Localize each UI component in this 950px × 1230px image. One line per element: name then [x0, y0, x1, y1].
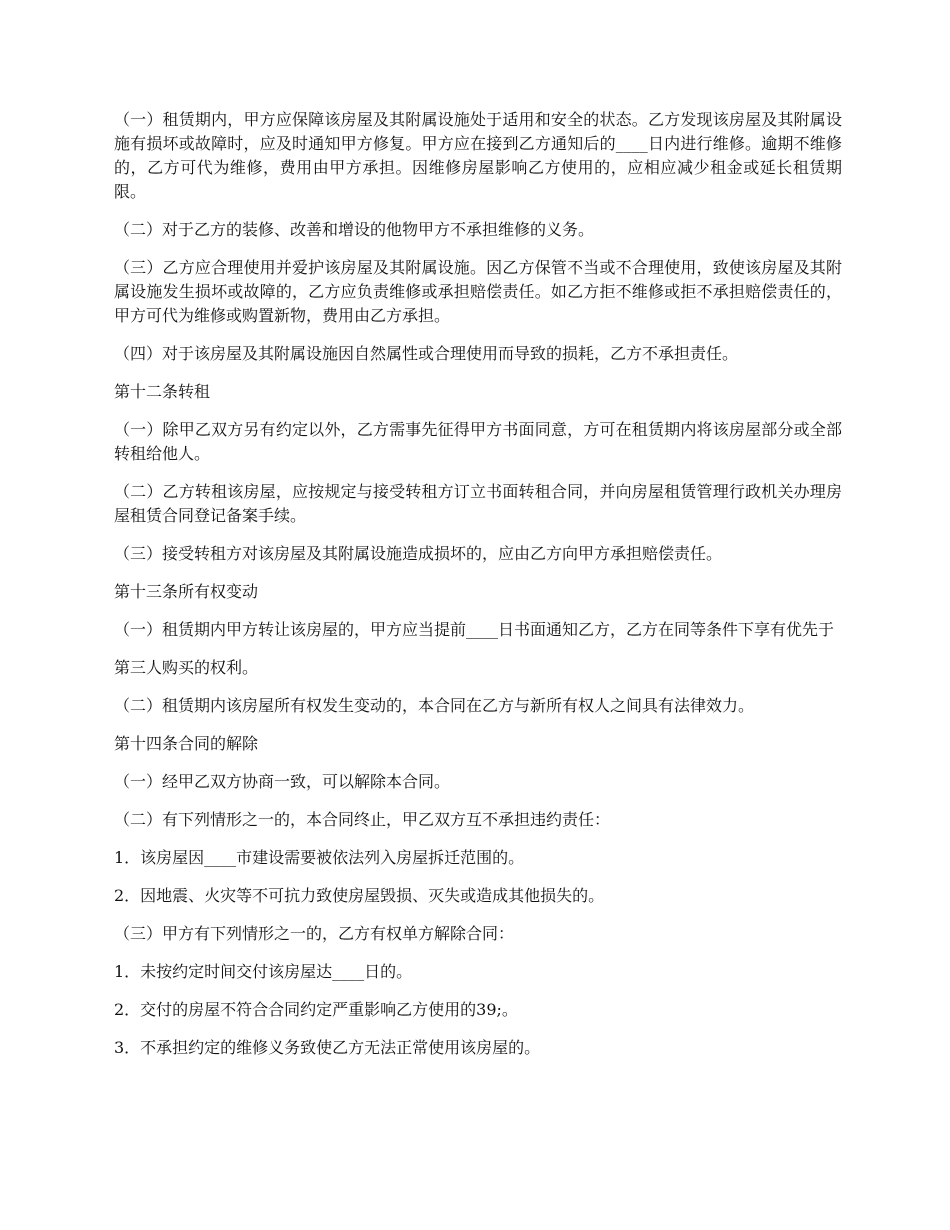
- paragraph-tenant-rescission: （三）甲方有下列情形之一的，乙方有权单方解除合同：: [114, 924, 515, 943]
- paragraph-sublease-damage: （三）接受转租方对该房屋及其附属设施造成损坏的，应由乙方向甲方承担赔偿责任。: [114, 544, 723, 563]
- list-item-force-majeure: 2．因地震、火灾等不可抗力致使房屋毁损、灭失或造成其他损失的。: [114, 886, 605, 905]
- heading-article-12: 第十二条转租: [114, 382, 211, 401]
- paragraph-mutual-termination: （一）经甲乙双方协商一致，可以解除本合同。: [114, 772, 451, 791]
- paragraph-sublease-contract: （二）乙方转租该房屋，应按规定与接受转租方订立书面转租合同，并向房屋租赁管理行政机关办理房屋租赁合同登记备案手续。: [114, 482, 842, 525]
- list-item-late-delivery: 1．未按约定时间交付该房屋达____日的。: [114, 962, 413, 981]
- paragraph-repair-obligation: （一）租赁期内，甲方应保障该房屋及其附属设施处于适用和安全的状态。乙方发现该房屋及其附属设施有损坏或故障时，应及时通知甲方修复。甲方应在接到乙方通知后的____日内进行维修。逾期不维修的，乙方可代为维修，费用由甲方承担。因维修房屋影响乙方使用的，应相应减少租金或延长租赁期限。: [114, 110, 842, 201]
- paragraph-natural-wear: （四）对于该房屋及其附属设施因自然属性或合理使用而导致的损耗，乙方不承担责任。: [114, 344, 739, 363]
- paragraph-transfer-notice: （一）租赁期内甲方转让该房屋的，甲方应当提前____日书面通知乙方，乙方在同等条件下享有优先于: [114, 620, 835, 639]
- paragraph-termination-conditions: （二）有下列情形之一的，本合同终止，甲乙双方互不承担违约责任：: [114, 810, 611, 829]
- paragraph-sublease-consent: （一）除甲乙双方另有约定以外，乙方需事先征得甲方书面同意，方可在租赁期内将该房屋部分或全部转租给他人。: [114, 420, 842, 463]
- paragraph-proper-use: （三）乙方应合理使用并爱护该房屋及其附属设施。因乙方保管不当或不合理使用，致使该房屋及其附属设施发生损坏或故障的，乙方应负责维修或承担赔偿责任。如乙方拒不维修或拒不承担赔偿责任的，甲方可代为维修或购置新物，费用由乙方承担。: [114, 258, 842, 325]
- list-item-repair-failure: 3．不承担约定的维修义务致使乙方无法正常使用该房屋的。: [114, 1038, 541, 1057]
- paragraph-ownership-change: （二）租赁期内该房屋所有权发生变动的，本合同在乙方与新所有权人之间具有法律效力。: [114, 696, 755, 715]
- list-item-demolition: 1．该房屋因____市建设需要被依法列入房屋拆迁范围的。: [114, 848, 525, 867]
- paragraph-third-party-purchase: 第三人购买的权利。: [114, 658, 259, 677]
- paragraph-renovation-clause: （二）对于乙方的装修、改善和增设的他物甲方不承担维修的义务。: [114, 220, 595, 239]
- heading-article-14: 第十四条合同的解除: [114, 734, 259, 753]
- heading-article-13: 第十三条所有权变动: [114, 582, 259, 601]
- list-item-nonconforming-house: 2．交付的房屋不符合合同约定严重影响乙方使用的39;。: [114, 1000, 518, 1019]
- document-body: [114, 108, 842, 1074]
